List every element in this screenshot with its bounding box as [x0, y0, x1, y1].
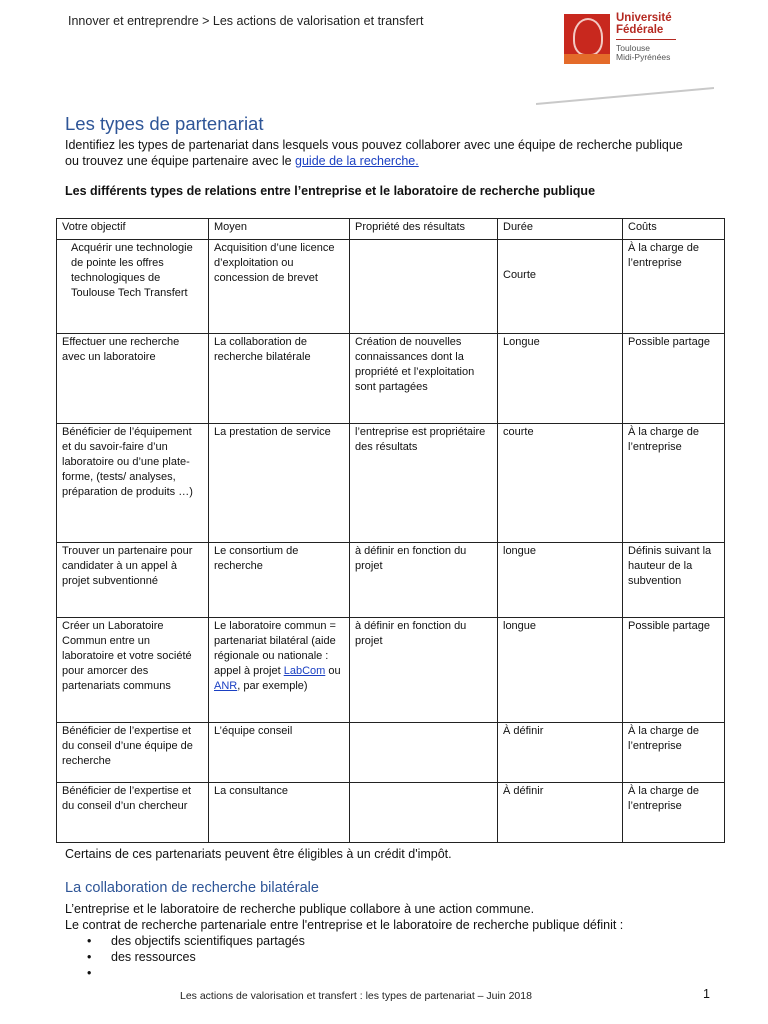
logo-shadow-decoration [536, 86, 714, 106]
cell-couts: Définis suivant la hauteur de la subvention [623, 543, 725, 618]
cell-objectif: Trouver un partenaire pour candidater à un appel à projet subventionné [57, 543, 209, 618]
cell-couts: À la charge de l’entreprise [623, 783, 725, 843]
bullet-list [65, 933, 305, 981]
logo-line-4: Midi-Pyrénées [616, 52, 671, 62]
partnership-table [56, 218, 725, 843]
table-row [57, 334, 725, 424]
cell-propriete: à définir en fonction du projet [350, 618, 498, 723]
logo-line-1: Université [616, 12, 672, 24]
cell-objectif: Bénéficier de l’expertise et du conseil d’une équipe de recherche [57, 723, 209, 783]
cell-duree: À définir [498, 723, 623, 783]
list-item-text: des objectifs scientifiques partagés [111, 934, 305, 948]
moyen-text-pre: Le laboratoire commun = partenariat bilatéral (aide régionale ou nationale : appel à projet [214, 620, 336, 677]
list-item-text: des ressources [111, 950, 196, 964]
bullet-icon: • [87, 966, 92, 980]
logo-card [560, 10, 680, 72]
list-item [65, 965, 305, 981]
cell-duree: longue [498, 543, 623, 618]
guide-recherche-link[interactable]: guide de la recherche. [295, 154, 419, 168]
cell-duree: longue [498, 618, 623, 723]
intro-paragraph [65, 137, 685, 169]
cell-moyen: La collaboration de recherche bilatérale [209, 334, 350, 424]
table-row [57, 543, 725, 618]
breadcrumb: Innover et entreprendre > Les actions de valorisation et transfert [68, 14, 424, 28]
list-item [65, 949, 305, 965]
cell-duree: À définir [498, 783, 623, 843]
bullet-icon: • [87, 950, 92, 964]
paragraph-line-1: L’entreprise et le laboratoire de recherche publique collabore à une action commune. [65, 902, 535, 916]
col-header-duree: Durée [498, 219, 623, 240]
table-row [57, 424, 725, 543]
col-header-objectif: Votre objectif [57, 219, 209, 240]
section-paragraph [65, 901, 715, 933]
labcom-link[interactable]: LabCom [283, 665, 326, 677]
anr-link[interactable]: ANR [214, 680, 238, 692]
col-header-moyen: Moyen [209, 219, 350, 240]
cell-propriete: à définir en fonction du projet [350, 543, 498, 618]
list-item [65, 933, 305, 949]
table-row [57, 240, 725, 334]
table-heading: Les différents types de relations entre l’entreprise et le laboratoire de recherche publique [65, 184, 596, 198]
cell-duree: Longue [498, 334, 623, 424]
logo-line-3: Toulouse [616, 43, 651, 53]
logo-separator [616, 39, 676, 40]
cell-propriete: Création de nouvelles connaissances dont la propriété et l’exploitation sont partagées [350, 334, 498, 424]
cell-moyen: L’équipe conseil [209, 723, 350, 783]
cell-couts: À la charge de l’entreprise [623, 723, 725, 783]
tax-credit-note: Certains de ces partenariats peuvent être éligibles à un crédit d'impôt. [65, 847, 452, 861]
page-title: Les types de partenariat [65, 113, 264, 134]
cell-moyen: Le consortium de recherche [209, 543, 350, 618]
cell-objectif: Effectuer une recherche avec un laboratoire [57, 334, 209, 424]
logo-line-2: Fédérale [616, 24, 664, 36]
cell-objectif: Acquérir une technologie de pointe les offres technologiques de Toulouse Tech Transfert [57, 240, 209, 334]
col-header-couts: Coûts [623, 219, 725, 240]
cell-propriete [350, 240, 498, 334]
university-logo [536, 0, 716, 110]
cell-objectif: Bénéficier de l’équipement et du savoir-faire d’un laboratoire ou d’une plate-forme, (tests/ analyses, préparation de produits …) [57, 424, 209, 543]
university-seal-icon [564, 14, 610, 64]
moyen-text-mid: ou [325, 665, 341, 677]
intro-text: Identifiez les types de partenariat dans lesquels vous pouvez collaborer avec une équipe de recherche publique ou trouvez une équipe partenaire avec le [65, 138, 683, 168]
cell-objectif: Bénéficier de l’expertise et du conseil d’un chercheur [57, 783, 209, 843]
page-number: 1 [703, 987, 710, 1001]
page-footer: Les actions de valorisation et transfert : les types de partenariat – Juin 2018 [180, 990, 532, 1002]
cell-couts: À la charge de l’entreprise [623, 240, 725, 334]
table-row [57, 618, 725, 723]
cell-duree: Courte [498, 240, 623, 334]
moyen-text-post: , par exemple) [237, 680, 308, 692]
cell-couts: Possible partage [623, 618, 725, 723]
cell-moyen: Acquisition d’une licence d’exploitation ou concession de brevet [209, 240, 350, 334]
table-header-row [57, 219, 725, 240]
section-heading: La collaboration de recherche bilatérale [65, 880, 319, 896]
cell-couts: À la charge de l’entreprise [623, 424, 725, 543]
bullet-icon: • [87, 934, 92, 948]
cell-objectif: Créer un Laboratoire Commun entre un laboratoire et votre société pour amorcer des partenariats communs [57, 618, 209, 723]
cell-propriete: l’entreprise est propriétaire des résultats [350, 424, 498, 543]
cell-couts: Possible partage [623, 334, 725, 424]
table-row [57, 783, 725, 843]
cell-propriete [350, 783, 498, 843]
table-row [57, 723, 725, 783]
cell-moyen: La consultance [209, 783, 350, 843]
cell-propriete [350, 723, 498, 783]
cell-duree: courte [498, 424, 623, 543]
cell-moyen [209, 618, 350, 723]
cell-moyen: La prestation de service [209, 424, 350, 543]
col-header-propriete: Propriété des résultats [350, 219, 498, 240]
paragraph-line-2: Le contrat de recherche partenariale entre l'entreprise et le laboratoire de recherche publique définit : [65, 918, 624, 932]
